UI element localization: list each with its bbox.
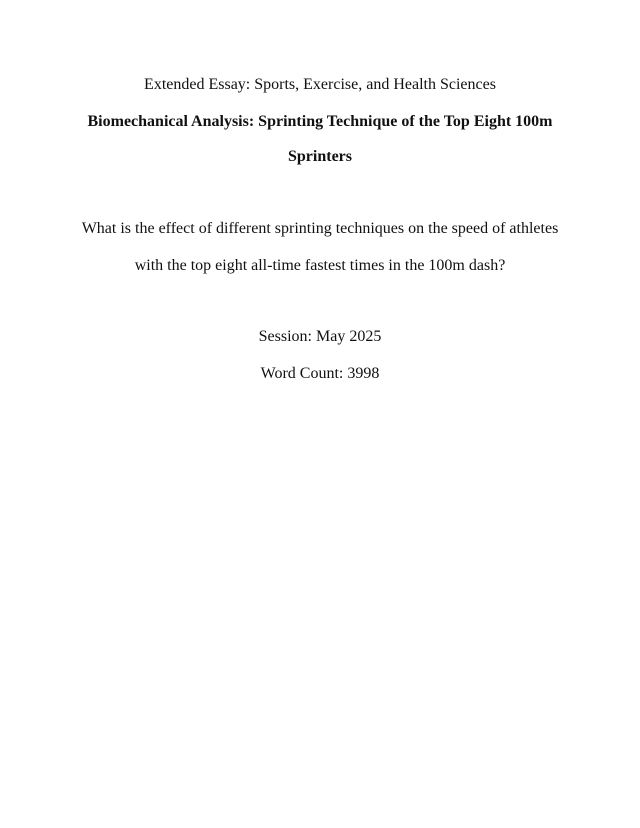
essay-subject: Extended Essay: Sports, Exercise, and Health Sciences — [144, 76, 496, 93]
essay-title-line-1: Biomechanical Analysis: Sprinting Technique of the Top Eight 100m — [87, 113, 553, 130]
session-label: Session: May 2025 — [258, 328, 382, 345]
word-count-label: Word Count: 3998 — [260, 365, 380, 382]
research-question-line-2: with the top eight all-time fastest times in the 100m dash? — [134, 257, 506, 274]
research-question-line-1: What is the effect of different sprinting techniques on the speed of athletes — [81, 220, 559, 237]
essay-title-line-2: Sprinters — [288, 148, 352, 165]
